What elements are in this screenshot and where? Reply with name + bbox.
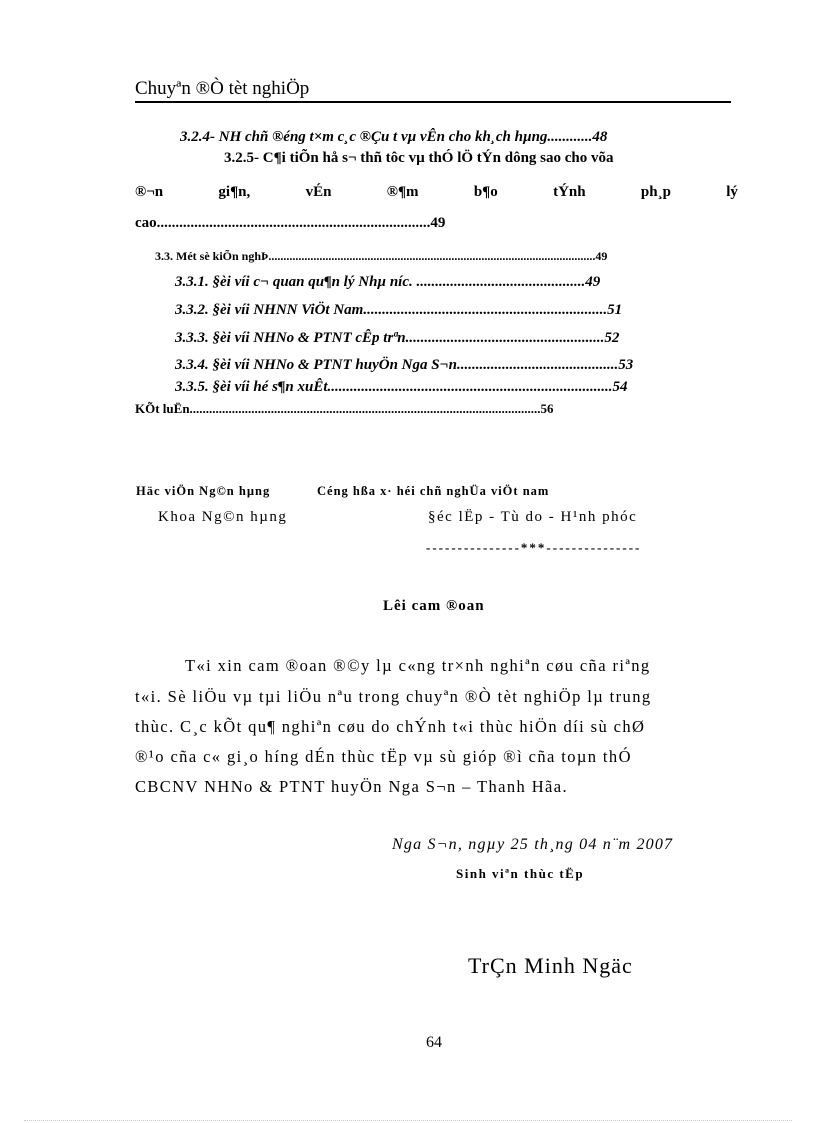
org-motto: §éc lËp - Tù do - H¹nh phóc xyxy=(428,509,638,525)
page-bottom-edge xyxy=(24,1120,792,1121)
org-republic: Céng hßa x· héi chñ nghÜa viÖt nam xyxy=(317,484,550,498)
document-header-title: Chuyªn ®Ò tèt nghiÖp xyxy=(135,78,310,99)
page-number: 64 xyxy=(426,1034,442,1051)
toc-word: gi¶n, xyxy=(218,184,251,200)
toc-entry-3-3-1: 3.3.1. §èi víi c¬ quan qu¶n lý Nhµ níc. .............................................49 xyxy=(175,274,601,290)
signer-name: TrÇn Minh Ngäc xyxy=(468,953,633,978)
paragraph-line: thùc. C¸c kÕt qu¶ nghiªn cøu do chÝnh t«i thùc hiÖn díi sù chØ xyxy=(135,717,646,736)
toc-word: ®¶m xyxy=(386,184,419,200)
toc-entry-3-2-4: 3.2.4- NH chñ ®éng t×m c¸c ®Çu t vµ vÊn cho kh¸ch hµng............48 xyxy=(180,129,608,145)
paragraph-line: T«i xin cam ®oan ®©y lµ c«ng tr×nh nghiªn cøu cña riªng xyxy=(185,656,651,675)
toc-word: lý xyxy=(726,184,738,200)
paragraph-line: ®¹o cña c« gi¸o híng dÉn thùc tËp vµ sù gióp ®ì cña toµn thÓ xyxy=(135,747,632,766)
page-title: Lêi cam ®oan xyxy=(383,598,485,614)
toc-entry-3-3-4: 3.3.4. §èi víi NHNo & PTNT huyÖn Nga S¬n...........................................53 xyxy=(175,357,634,373)
toc-entry-3-2-5-continued xyxy=(135,184,738,201)
signer-role: Sinh viªn thùc tËp xyxy=(456,866,585,881)
toc-entry-3-3-5: 3.3.5. §èi víi hé s¶n xuÊt............................................................................54 xyxy=(175,379,628,395)
toc-entry-3-3-3: 3.3.3. §èi víi NHNo & PTNT cÊp trªn.....................................................52 xyxy=(175,330,620,346)
toc-word: tÝnh xyxy=(553,184,586,200)
org-separator: ---------------***--------------- xyxy=(426,540,642,555)
toc-word: ®¬n xyxy=(135,184,164,200)
toc-word: b¶o xyxy=(473,184,498,200)
paragraph-line: t«i. Sè liÖu vµ tµi liÖu nªu trong chuyªn ®Ò tèt nghiÖp lµ trung xyxy=(135,687,652,706)
toc-entry-3-2-5-end: cao.........................................................................49 xyxy=(135,215,446,231)
org-academy: Häc viÖn Ng©n hµng xyxy=(136,484,271,498)
toc-word: ph¸p xyxy=(640,184,671,200)
toc-entry-conclusion: KÕt luËn............................................................................................................56 xyxy=(135,401,554,416)
header-rule xyxy=(135,101,731,103)
org-faculty: Khoa Ng©n hµng xyxy=(158,509,288,525)
toc-entry-3-3: 3.3. Mét sè kiÕn nghÞ.............................................................................................................49 xyxy=(155,249,608,263)
paragraph-line: CBCNV NHNo & PTNT huyÖn Nga S¬n – Thanh Hãa. xyxy=(135,777,568,796)
toc-entry-3-2-5: 3.2.5- C¶i tiÕn hå s¬ thñ tôc vµ thÓ lÖ tÝn dông sao cho võa xyxy=(224,150,614,166)
toc-entry-3-3-2: 3.3.2. §èi víi NHNN ViÖt Nam.................................................................51 xyxy=(175,302,623,318)
toc-word: vÉn xyxy=(305,184,332,200)
date-line: Nga S¬n, ngµy 25 th¸ng 04 n¨m 2007 xyxy=(392,836,674,853)
